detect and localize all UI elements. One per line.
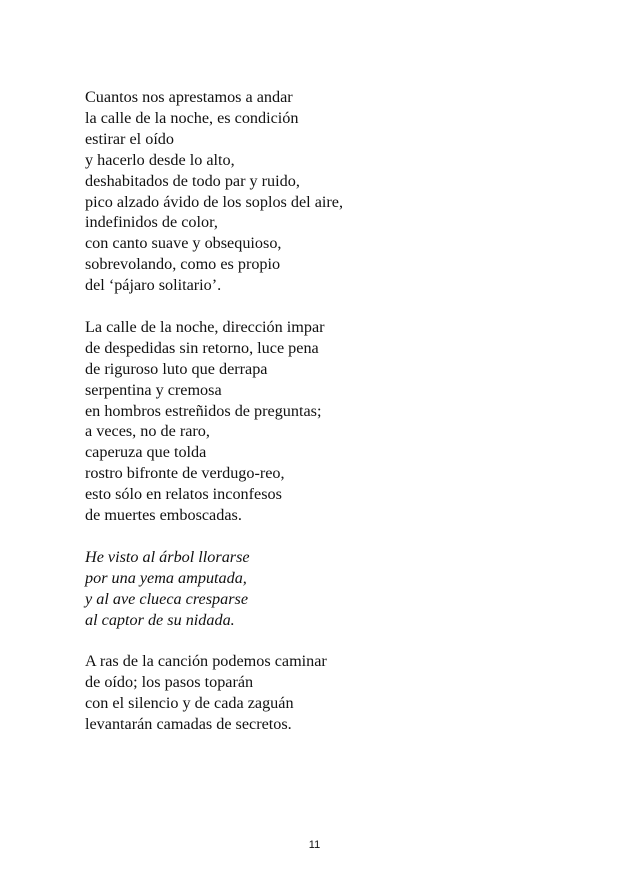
- poem-line: sobrevolando, como es propio: [85, 255, 281, 274]
- poem-line: deshabitados de todo par y ruido,: [85, 171, 300, 190]
- poem-line: caperuza que tolda: [85, 443, 207, 462]
- stanza-1: [85, 87, 545, 296]
- poem-line: levantarán camadas de secretos.: [85, 715, 292, 734]
- poem-line: en hombros estreñidos de preguntas;: [85, 401, 322, 420]
- poem-line: A ras de la canción podemos caminar: [85, 652, 327, 671]
- poem-line: del ‘pájaro solitario’.: [85, 276, 222, 295]
- poem-line: la calle de la noche, es condición: [85, 108, 299, 127]
- poem-line: pico alzado ávido de los soplos del aire,: [85, 192, 344, 211]
- poem-line: con canto suave y obsequioso,: [85, 234, 282, 253]
- poem-line: y al ave clueca cresparse: [85, 589, 249, 608]
- poem-line: de muertes emboscadas.: [85, 506, 242, 525]
- poem-line: esto sólo en relatos inconfesos: [85, 485, 282, 504]
- poem-line: y hacerlo desde lo alto,: [85, 150, 235, 169]
- poem-line: al captor de su nidada.: [85, 610, 235, 629]
- stanza-4: [85, 651, 545, 735]
- poem-body: [85, 87, 545, 756]
- poem-line: con el silencio y de cada zaguán: [85, 694, 294, 713]
- poem-line: He visto al árbol llorarse: [85, 547, 250, 566]
- stanza-2: [85, 317, 545, 526]
- poem-line: de riguroso luto que derrapa: [85, 359, 268, 378]
- stanza-3-italic: [85, 547, 545, 631]
- poem-line: por una yema amputada,: [85, 568, 247, 587]
- poem-line: de despedidas sin retorno, luce pena: [85, 338, 319, 357]
- poem-line: La calle de la noche, dirección impar: [85, 317, 325, 336]
- poem-line: serpentina y cremosa: [85, 380, 222, 399]
- poem-line: estirar el oído: [85, 129, 174, 148]
- poem-line: a veces, no de raro,: [85, 422, 210, 441]
- poem-line: indefinidos de color,: [85, 213, 218, 232]
- poem-line: rostro bifronte de verdugo-reo,: [85, 464, 285, 483]
- poem-line: de oído; los pasos toparán: [85, 673, 254, 692]
- poem-line: Cuantos nos aprestamos a andar: [85, 88, 293, 106]
- page-number: 11: [308, 839, 321, 851]
